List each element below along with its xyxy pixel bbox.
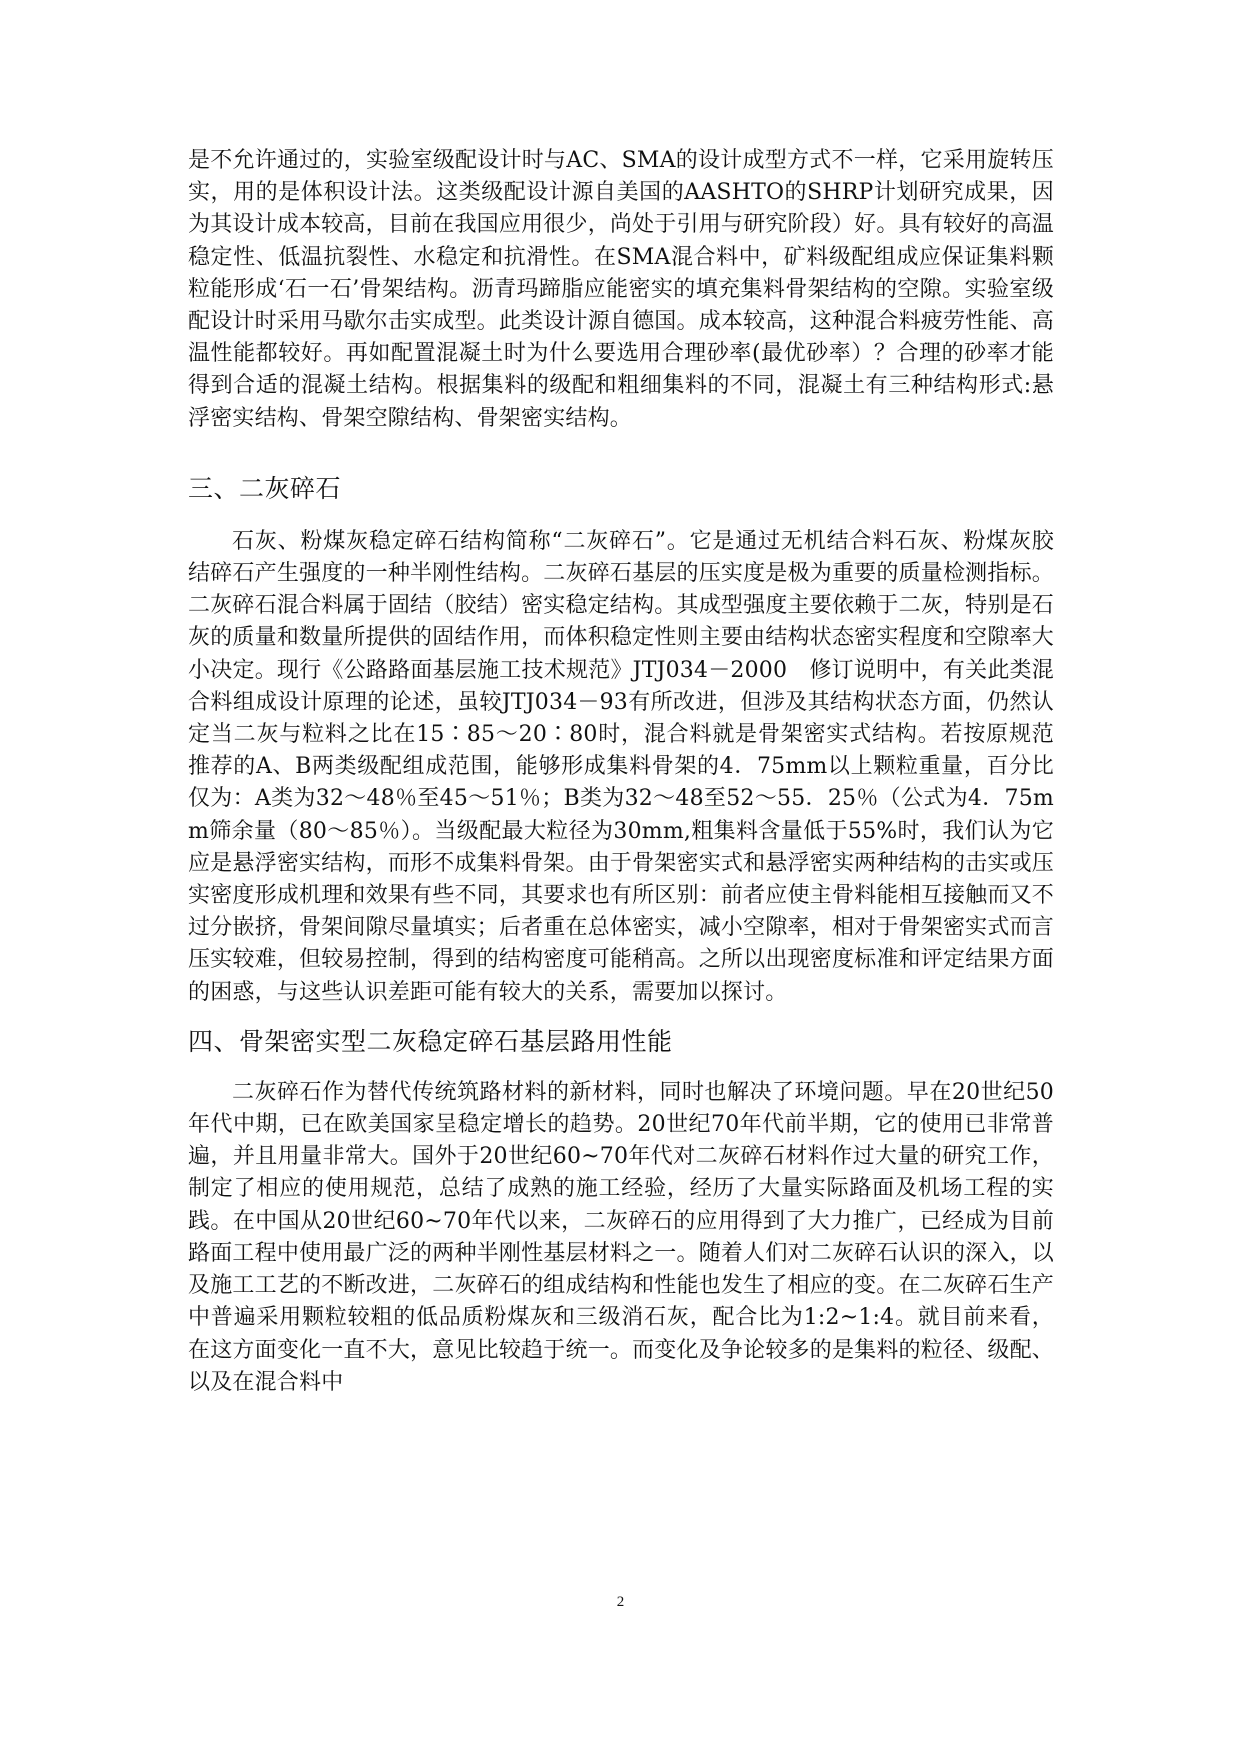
section-heading-3: 三、二灰碎石 xyxy=(188,473,342,503)
page-number: 2 xyxy=(616,1594,625,1610)
paragraph-section-3: 石灰、粉煤灰稳定碎石结构简称“二灰碎石”。它是通过无机结合料石灰、粉煤灰胶结碎石产生强度的一种半刚性结构。二灰碎石基层的压实度是极为重要的质量检测指标。二灰碎石混合料属于固结（胶结）密实稳定结构。其成型强度主要依赖于二灰，特别是石灰的质量和数量所提供的固结作用，而体积稳定性则主要由结构状态密实程度和空隙率大小决定。现行《公路路面基层施工技术规范》JTJ034－2000 修订说明中，有关此类混合料组成设计原理的论述，虽较JTJ034－93有所改进，但涉及其结构状态方面，仍然认定当二灰与粒料之比在15∶85～20∶80时，混合料就是骨架密实式结构。若按原规范推荐的A、B两类级配组成范围，能够形成集料骨架的4．75mm以上颗粒重量，百分比仅为：A类为32～48％至45～51％；B类为32～48至52～55．25％（公式为4．75mm筛余量（80～85％）。当级配最大粒径为30mm,粗集料含量低于55%时，我们认为它应是悬浮密实结构，而形不成集料骨架。由于骨架密实式和悬浮密实两种结构的击实或压实密度形成机理和效果有些不同，其要求也有所区别：前者应使主骨料能相互接触而又不过分嵌挤，骨架间隙尽量填实；后者重在总体密实，减小空隙率，相对于骨架密实式而言压实较难，但较易控制，得到的结构密度可能稍高。之所以出现密度标准和评定结果方面的困惑，与这些认识差距可能有较大的关系，需要加以探讨。 xyxy=(188,528,1054,1005)
section-heading-4: 四、骨架密实型二灰稳定碎石基层路用性能 xyxy=(188,1026,673,1056)
paragraph-continued: 是不允许通过的，实验室级配设计时与AC、SMA的设计成型方式不一样，它采用旋转压实，用的是体积设计法。这类级配设计源自美国的AASHTO的SHRP计划研究成果，因为其设计成本较高，目前在我国应用很少，尚处于引用与研究阶段）好。具有较好的高温稳定性、低温抗裂性、水稳定和抗滑性。在SMA混合料中，矿料级配组成应保证集料颗粒能形成‘石一石’骨架结构。沥青玛蹄脂应能密实的填充集料骨架结构的空隙。实验室级配设计时采用马歇尔击实成型。此类设计源自德国。成本较高，这种混合料疲劳性能、高温性能都较好。再如配置混凝土时为什么要选用合理砂率(最优砂率）？合理的砂率才能得到合适的混凝土结构。根据集料的级配和粗细集料的不同，混凝土有三种结构形式:悬浮密实结构、骨架空隙结构、骨架密实结构。 xyxy=(188,148,1054,431)
paragraph-section-4: 二灰碎石作为替代传统筑路材料的新材料，同时也解决了环境问题。早在20世纪50年代中期，已在欧美国家呈稳定增长的趋势。20世纪70年代前半期，它的使用已非常普遍，并且用量非常大。国外于20世纪60~70年代对二灰碎石材料作过大量的研究工作，制定了相应的使用规范，总结了成熟的施工经验，经历了大量实际路面及机场工程的实践。在中国从20世纪60~70年代以来，二灰碎石的应用得到了大力推广，已经成为目前路面工程中使用最广泛的两种半刚性基层材料之一。随着人们对二灰碎石认识的深入，以及施工工艺的不断改进，二灰碎石的组成结构和性能也发生了相应的变。在二灰碎石生产中普遍采用颗粒较粗的低品质粉煤灰和三级消石灰，配合比为1:2~1:4。就目前来看，在这方面变化一直不大，意见比较趋于统一。而变化及争论较多的是集料的粒径、级配、以及在混合料中 xyxy=(188,1079,1054,1395)
page-content xyxy=(188,145,1054,1399)
